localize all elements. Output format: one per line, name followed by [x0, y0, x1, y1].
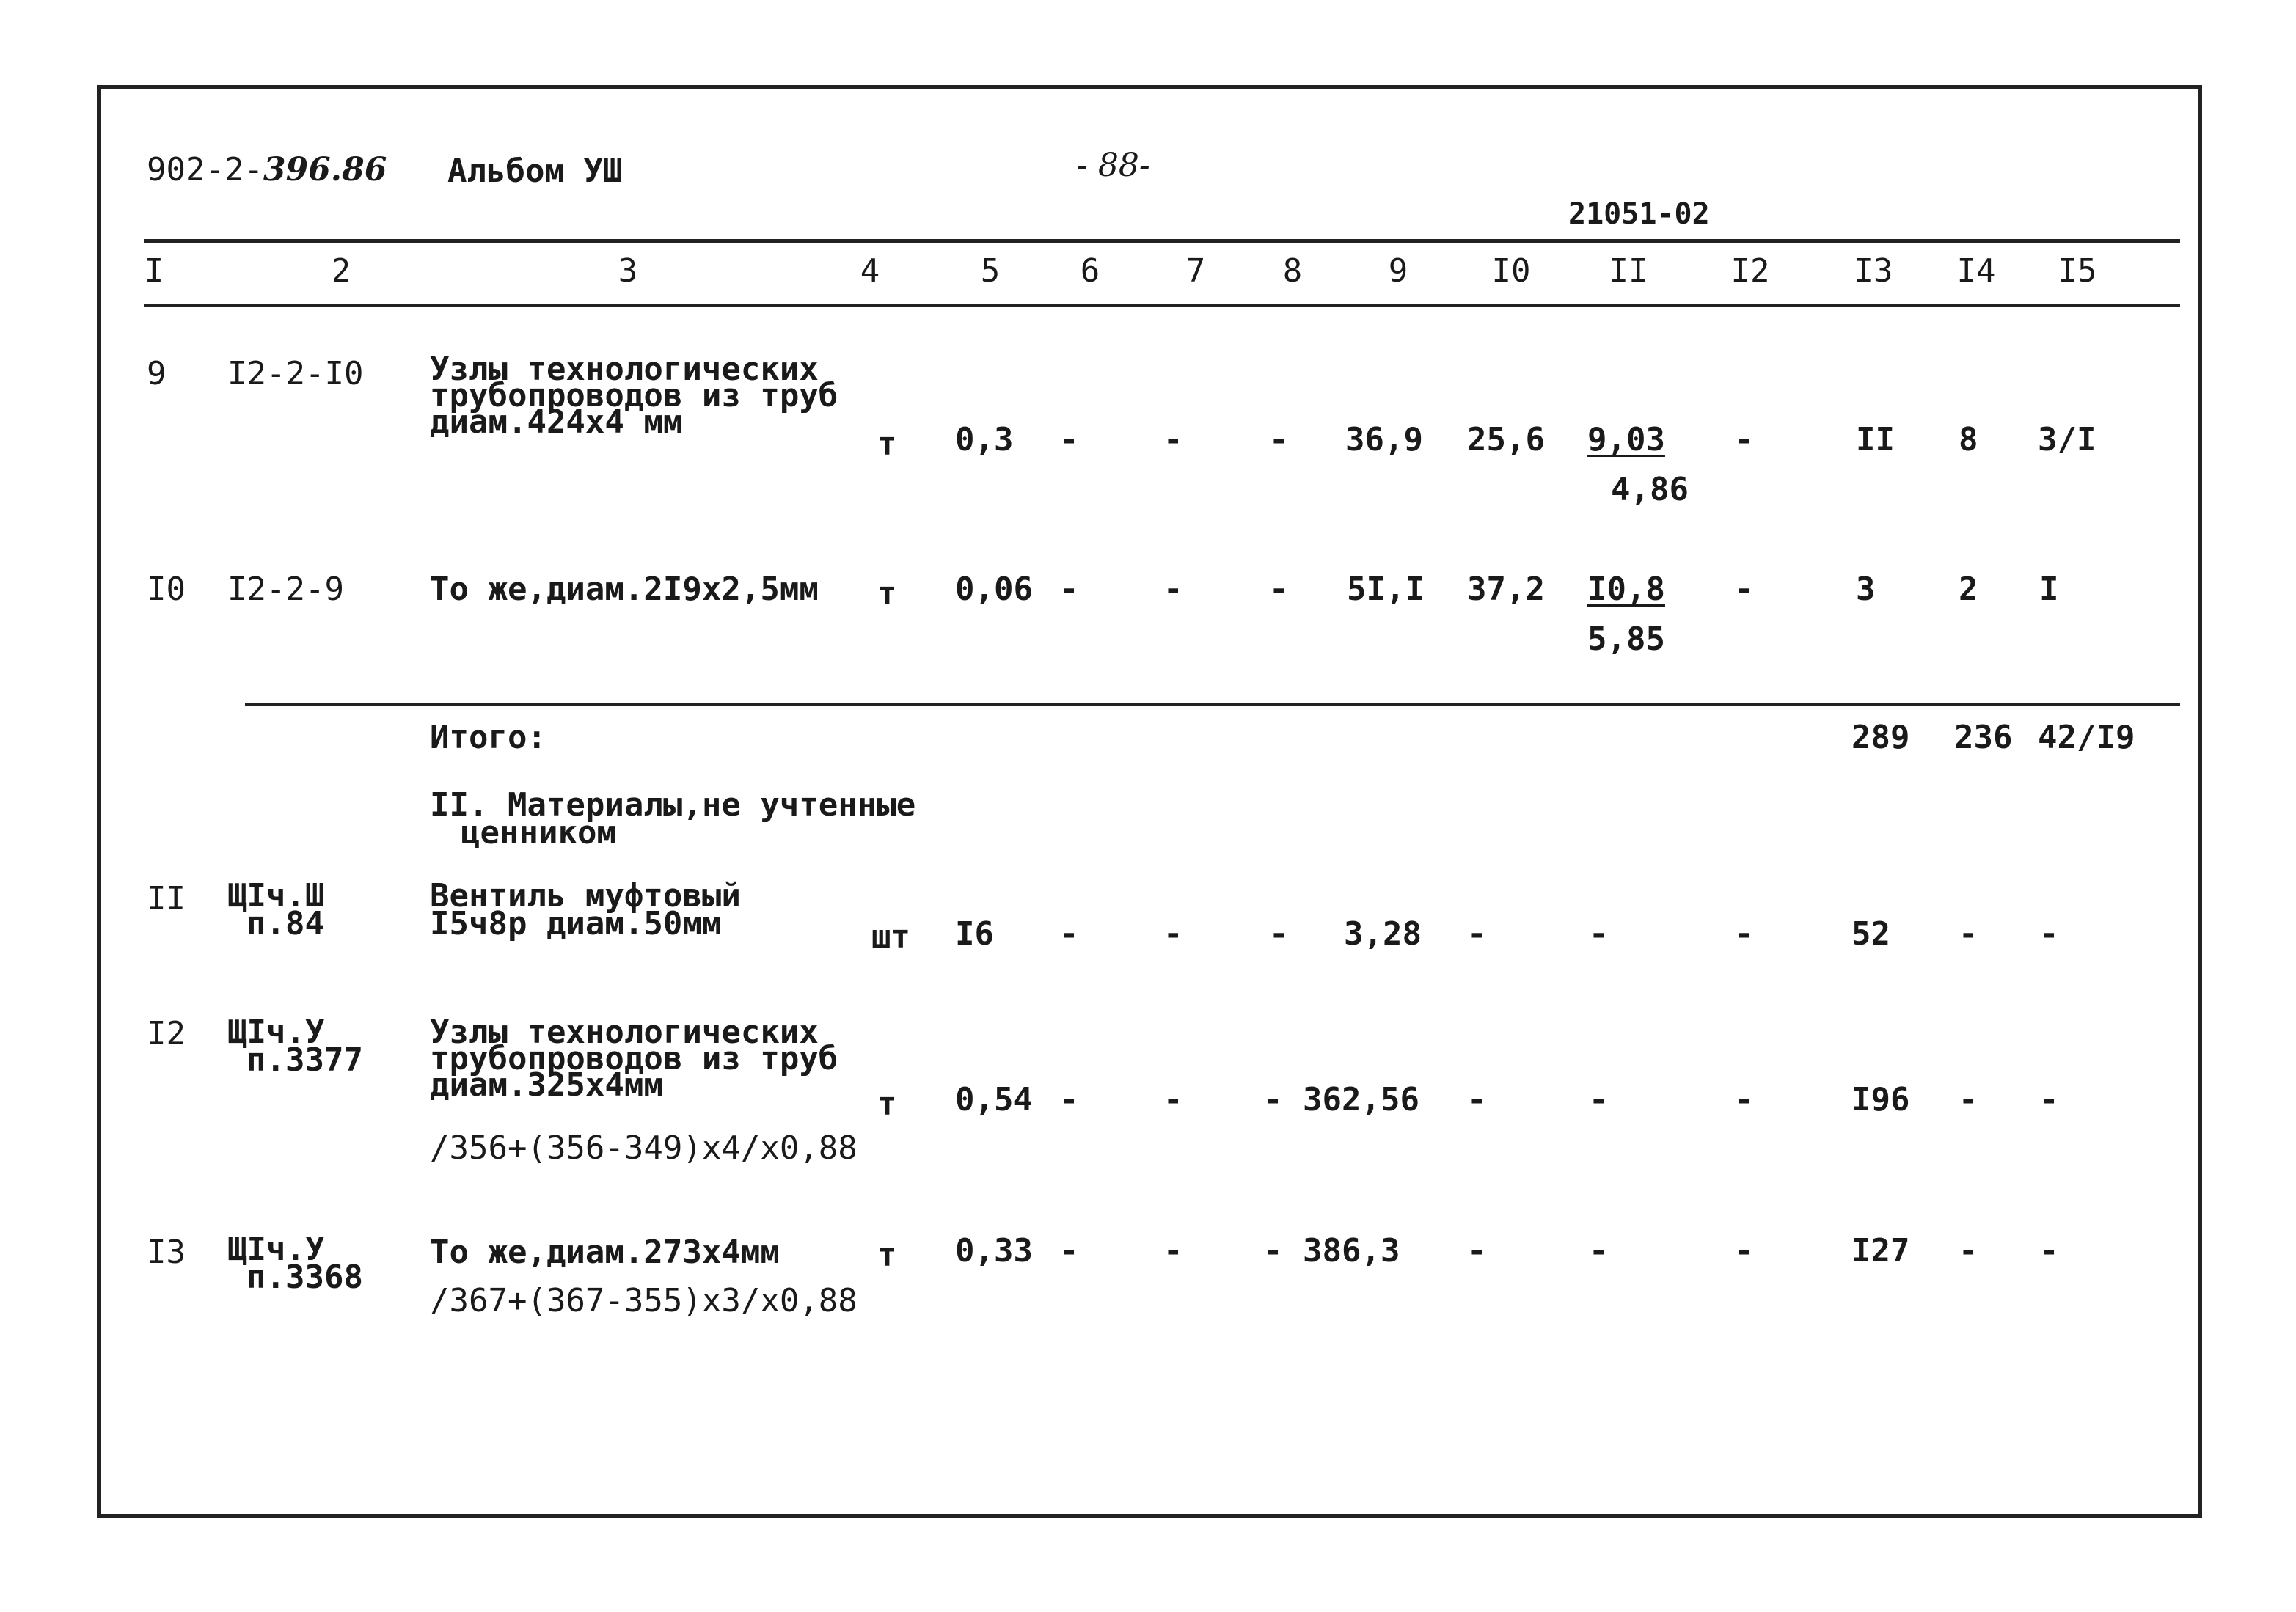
- row-c14: -: [1959, 915, 1978, 953]
- row-code: [227, 1015, 363, 1078]
- row-c10: 25,6: [1467, 421, 1545, 458]
- row-c9: 362,56: [1303, 1081, 1419, 1118]
- row-c11-bottom: 4,86: [1611, 471, 1689, 508]
- row-c6: -: [1059, 421, 1079, 458]
- col-header-15: I5: [2058, 252, 2097, 290]
- col-header-6: 6: [1080, 252, 1100, 290]
- row-c9: 3,28: [1344, 915, 1422, 953]
- row-c14: -: [1959, 1081, 1978, 1118]
- row-name: [430, 879, 741, 942]
- row-c11: -: [1589, 915, 1609, 953]
- row-unit: т: [877, 425, 897, 463]
- row-c8: -: [1263, 1232, 1283, 1270]
- col-header-11: II: [1609, 252, 1648, 290]
- row-number: 9: [147, 355, 167, 392]
- row-name-line: То же,диам.273x4мм: [430, 1234, 780, 1271]
- row-c9: 386,3: [1303, 1232, 1400, 1270]
- row-c6: -: [1059, 1081, 1079, 1118]
- row-name-line: I5ч8р диам.50мм: [430, 905, 722, 942]
- row-c12: -: [1734, 915, 1754, 953]
- col-header-10: I0: [1491, 252, 1531, 290]
- row-name: [430, 1015, 838, 1103]
- row-c11: -: [1589, 1232, 1609, 1270]
- row-c13: I96: [1851, 1081, 1910, 1118]
- row-code: I2-2-9: [227, 571, 344, 608]
- doc-code: [147, 151, 387, 188]
- header-rule-bottom: [144, 304, 2180, 307]
- row-c5: I6: [955, 915, 994, 953]
- row-c11: -: [1589, 1081, 1609, 1118]
- row-c5: 0,54: [955, 1081, 1033, 1118]
- page-number: - 88-: [1077, 147, 1150, 184]
- row-c10: 37,2: [1467, 571, 1545, 608]
- row-code-line: ЩIч.У: [227, 1014, 325, 1051]
- section-title: [430, 788, 915, 851]
- row-name-line: Узлы технологических: [430, 1014, 819, 1051]
- total-label: Итого:: [430, 719, 546, 756]
- row-c13: 3: [1856, 571, 1876, 608]
- row-c11-bottom: 5,85: [1587, 620, 1665, 658]
- row-formula: /367+(367-355)x3/x0,88: [430, 1282, 858, 1319]
- row-name-line: Узлы технологических: [430, 351, 819, 388]
- row-code-line: п.84: [246, 905, 324, 942]
- row-c14: 2: [1959, 571, 1978, 608]
- row-code-line: п.3377: [246, 1041, 363, 1079]
- row-c7: -: [1163, 421, 1183, 458]
- row-c6: -: [1059, 915, 1079, 953]
- col-header-1: I: [144, 252, 164, 290]
- col-header-12: I2: [1730, 252, 1770, 290]
- row-c11-top: 9,03: [1587, 421, 1665, 458]
- row-c7: -: [1163, 915, 1183, 953]
- col-header-13: I3: [1854, 252, 1893, 290]
- row-name-line: То же,диам.2I9x2,5мм: [430, 571, 819, 608]
- total-rule: [245, 703, 2180, 706]
- section-title-line: ценником: [461, 814, 616, 851]
- row-c13: 52: [1851, 915, 1890, 953]
- row-c5: 0,33: [955, 1232, 1033, 1270]
- row-name-line: диам.424x4 мм: [430, 403, 683, 441]
- row-c12: -: [1734, 571, 1754, 608]
- row-c14: -: [1959, 1232, 1978, 1270]
- row-c10: -: [1467, 915, 1487, 953]
- row-number: II: [147, 880, 186, 917]
- row-c8: -: [1269, 571, 1289, 608]
- row-c15: 3/I: [2038, 421, 2096, 458]
- row-c7: -: [1163, 1232, 1183, 1270]
- total-c13: 289: [1851, 719, 1910, 756]
- doc-code-prefix: 902-2-: [147, 151, 263, 188]
- row-c13: I27: [1851, 1232, 1910, 1270]
- row-name: [430, 352, 838, 440]
- col-header-14: I4: [1956, 252, 1996, 290]
- row-c7: -: [1163, 571, 1183, 608]
- row-c8: -: [1269, 421, 1289, 458]
- row-c11-top: I0,8: [1587, 571, 1665, 608]
- row-code: [227, 1232, 363, 1295]
- row-c10: -: [1467, 1081, 1487, 1118]
- row-code-line: п.3368: [246, 1259, 363, 1296]
- row-name-line: трубопроводов из труб: [430, 1040, 838, 1077]
- row-code-line: ЩIч.У: [227, 1231, 325, 1268]
- col-header-9: 9: [1388, 252, 1408, 290]
- row-code: I2-2-I0: [227, 355, 364, 392]
- row-code-line: ЩIч.Ш: [227, 877, 325, 915]
- row-unit: т: [877, 1085, 897, 1123]
- row-code: [227, 879, 324, 942]
- row-number: I0: [147, 571, 186, 608]
- row-name-line: Вентиль муфтовый: [430, 877, 741, 915]
- row-number: I2: [147, 1015, 186, 1052]
- row-c5: 0,06: [955, 571, 1033, 608]
- row-name-line: трубопроводов из труб: [430, 377, 838, 414]
- col-header-8: 8: [1282, 252, 1303, 290]
- row-c9: 36,9: [1345, 421, 1423, 458]
- row-unit: т: [877, 1237, 897, 1274]
- total-c14: 236: [1954, 719, 2013, 756]
- row-number: I3: [147, 1234, 186, 1271]
- col-header-4: 4: [860, 252, 880, 290]
- row-c15: -: [2039, 1232, 2059, 1270]
- row-c9: 5I,I: [1347, 571, 1425, 608]
- col-header-5: 5: [980, 252, 1001, 290]
- row-c12: -: [1734, 421, 1754, 458]
- page-frame: [97, 85, 2202, 1518]
- doc-code-suffix: 396.86: [263, 151, 387, 188]
- col-header-7: 7: [1185, 252, 1206, 290]
- row-name-line: диам.325x4мм: [430, 1066, 663, 1104]
- row-c10: -: [1467, 1232, 1487, 1270]
- row-c15: -: [2039, 1081, 2059, 1118]
- total-c15: 42/I9: [2038, 719, 2135, 756]
- row-c13: II: [1856, 421, 1895, 458]
- archive-stamp: 21051-02: [1568, 197, 1710, 231]
- row-c6: -: [1059, 1232, 1079, 1270]
- album-label: Альбом УШ: [447, 153, 623, 190]
- row-c7: -: [1163, 1081, 1183, 1118]
- row-c15: -: [2039, 915, 2059, 953]
- row-formula: /356+(356-349)x4/x0,88: [430, 1129, 858, 1167]
- row-c12: -: [1734, 1081, 1754, 1118]
- row-c8: -: [1269, 915, 1289, 953]
- col-header-3: 3: [618, 252, 638, 290]
- row-c12: -: [1734, 1232, 1754, 1270]
- row-unit: т: [877, 575, 897, 612]
- row-c8: -: [1263, 1081, 1283, 1118]
- row-unit: шт: [871, 918, 910, 956]
- row-c14: 8: [1959, 421, 1978, 458]
- row-c5: 0,3: [955, 421, 1014, 458]
- row-c6: -: [1059, 571, 1079, 608]
- header-rule-top: [144, 239, 2180, 243]
- col-header-2: 2: [331, 252, 351, 290]
- row-c15: I: [2039, 571, 2059, 608]
- section-title-line: II. Материалы,не учтенные: [430, 786, 916, 824]
